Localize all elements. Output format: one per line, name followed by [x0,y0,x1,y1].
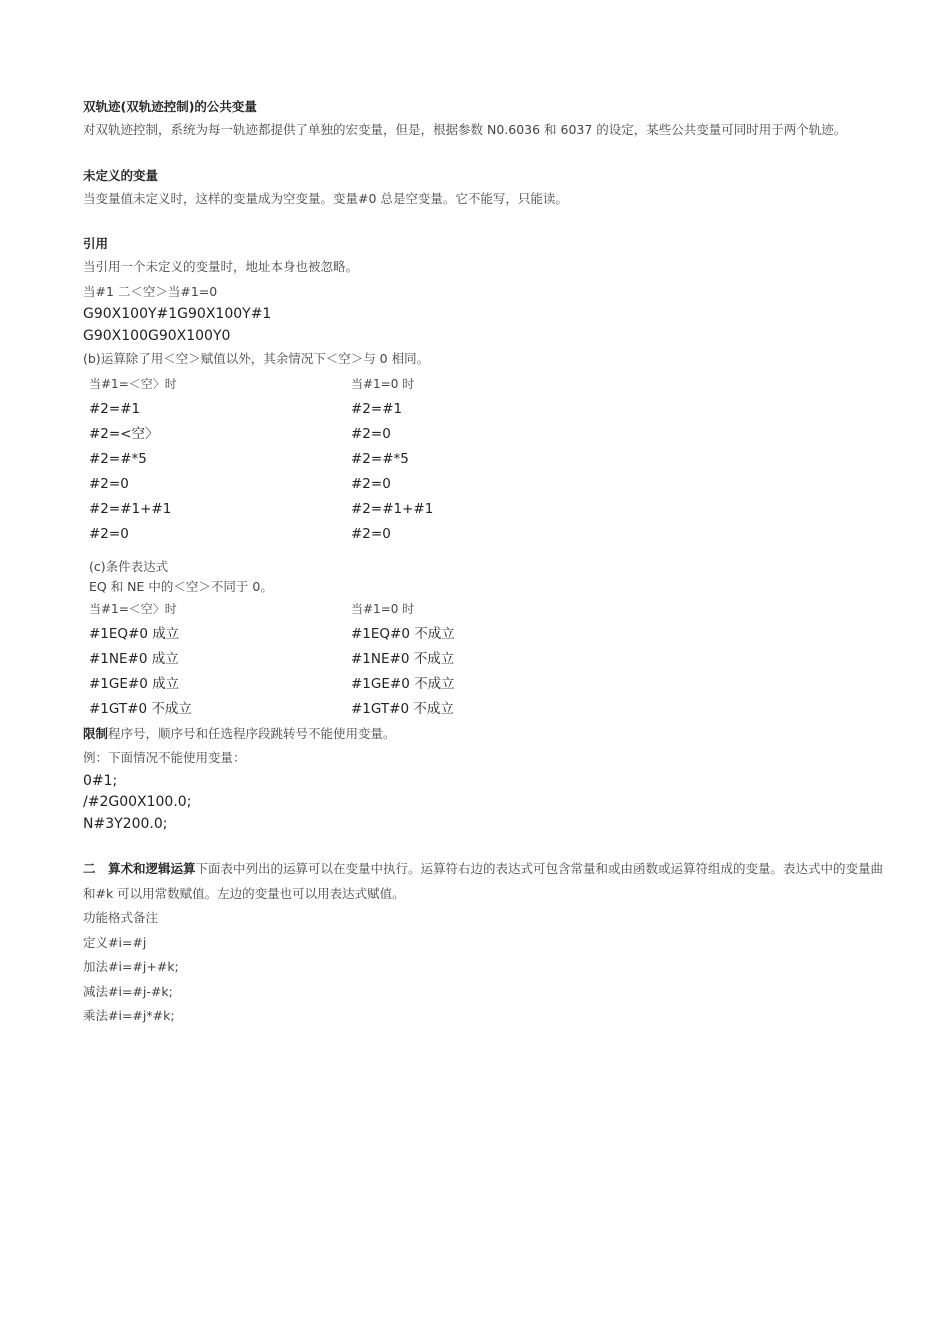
table-row: 当#1=＜空〉时 当#1=0 时 [89,376,415,391]
section-title-undefined-variable: 未定义的变量 [83,167,159,183]
conditional-heading: (c)条件表达式 [89,558,169,574]
table-row: #2=#*5 #2=#*5 [89,450,409,467]
operation-item: 减法#i=#j-#k; [83,983,173,999]
table-row: #2=0 #2=0 [89,475,391,492]
reference-line-2: 当#1 二＜空＞当#1=0 [83,283,218,299]
operation-item: 乘法#i=#j*#k; [83,1008,175,1023]
table-row: #1NE#0 成立 #1NE#0 不成立 [89,650,455,667]
arithmetic-paragraph: 二 算术和逻辑运算下面表中列出的运算可以在变量中执行。运算符右边的表达式可包含常量和或由函数或运算符组成的变量。表达式中的变量曲和#k 可以用常数赋值。左边的变量也可以用表达式赋值。 [83,861,884,901]
table-row: #1GE#0 成立 #1GE#0 不成立 [89,675,455,692]
comparison-table-assignment [83,372,888,547]
code-line: G90X100G90X100Y0 [83,327,231,344]
section-body-undefined-variable: 当变量值未定义时，这样的变量成为空变量。变量#0 总是空变量。它不能写，只能读。 [83,190,568,206]
section-title-dual-path: 双轨迹(双轨迹控制)的公共变量 [83,99,257,114]
reference-line-3: (b)运算除了用＜空＞赋值以外，其余情况下＜空＞与 0 相同。 [83,351,430,366]
code-line: /#2G00X100.0; [83,794,192,810]
section-title-reference: 引用 [83,236,109,251]
operation-item: 定义#i=#j [83,934,147,950]
table-row: #1GT#0 不成立 #1GT#0 不成立 [89,700,454,717]
operation-item: 加法#i=#j+#k; [83,959,179,974]
table-row: #2=#1 #2=#1 [89,400,403,417]
reference-line-1: 当引用一个未定义的变量时，地址本身也被忽略。 [83,259,359,274]
example-line: 例：下面情况不能使用变量： [83,750,246,765]
table-row: #2=#1+#1 #2=#1+#1 [89,500,434,517]
operations-header: 功能格式备注 [83,910,159,925]
comparison-table-conditional [83,597,888,722]
restriction-line: 限制程序号，顺序号和任选程序段跳转号不能使用变量。 [83,725,396,741]
conditional-note: EQ 和 NE 中的＜空＞不同于 0。 [89,578,273,594]
table-row: 当#1=＜空〉时 当#1=0 时 [89,601,415,616]
table-row: #2=0 #2=0 [89,525,391,542]
document-page [83,96,888,1029]
table-row: #2=<空〉 #2=0 [89,425,391,442]
table-row: #1EQ#0 成立 #1EQ#0 不成立 [89,625,455,642]
code-line: 0#1; [83,772,118,789]
code-line: G90X100Y#1G90X100Y#1 [83,306,272,322]
section-body-dual-path: 对双轨迹控制，系统为每一轨迹都提供了单独的宏变量，但是，根据参数 N0.6036 和 6037 的设定，某些公共变量可同时用于两个轨迹。 [83,122,847,137]
code-line: N#3Y200.0; [83,815,168,832]
